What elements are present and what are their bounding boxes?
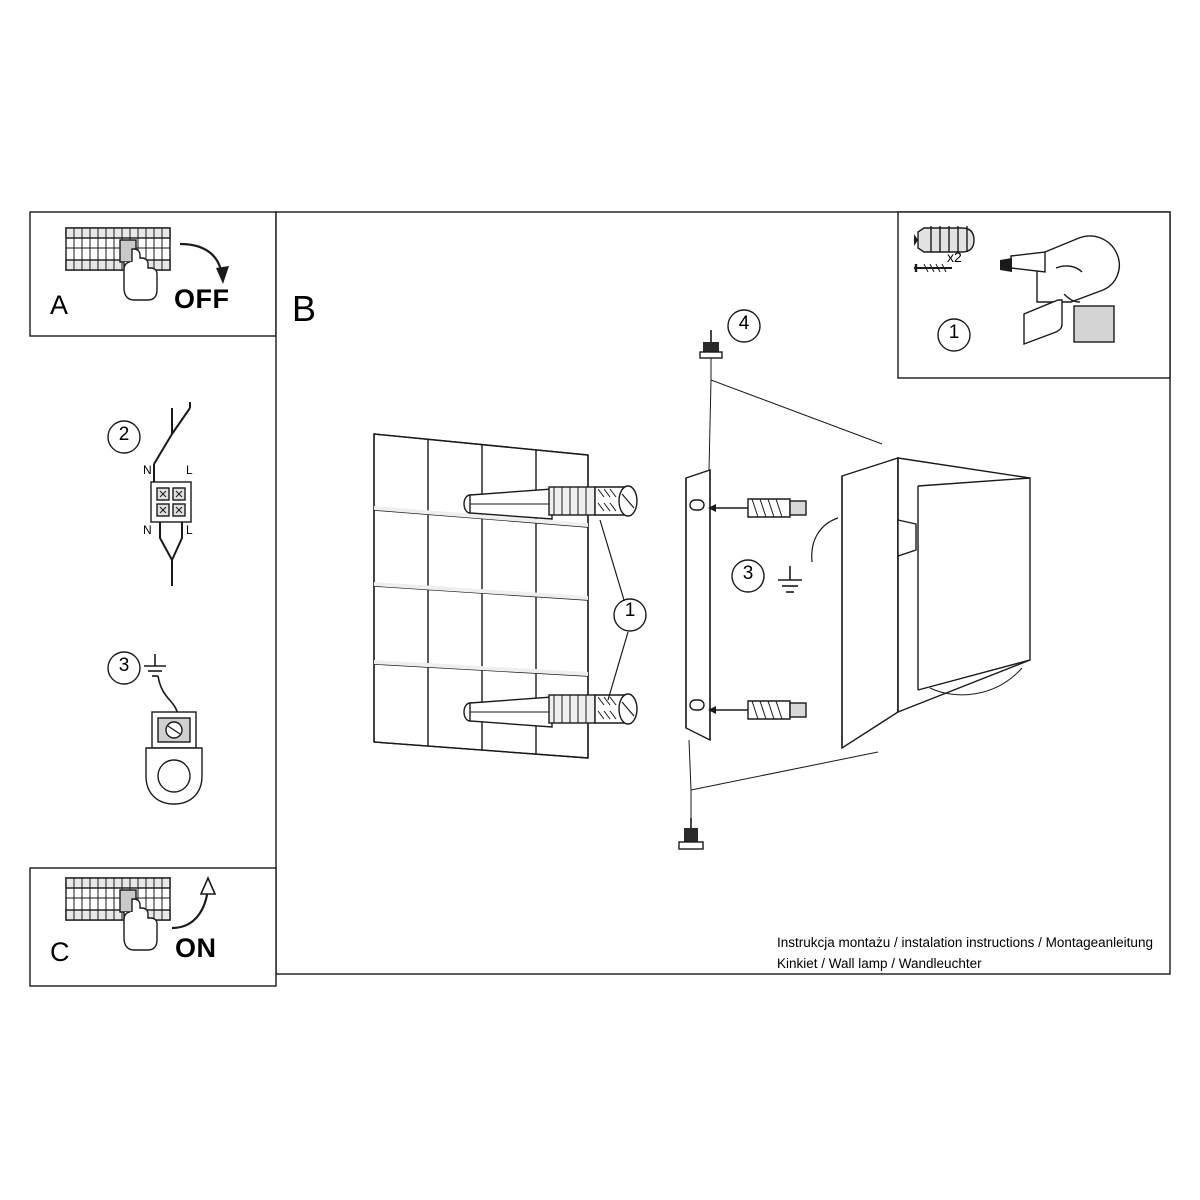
wire-connector-illustration xyxy=(151,402,191,586)
wall-plug-icon xyxy=(914,226,974,252)
panel-c-action: ON xyxy=(175,933,217,963)
tools-step-number: 1 xyxy=(948,322,960,343)
caption-line-2: Kinkiet / Wall lamp / Wandleuchter xyxy=(777,956,982,971)
earth-ground-icon-left xyxy=(144,654,166,676)
mounting-bracket xyxy=(686,470,710,740)
step-1-main-number: 1 xyxy=(624,600,636,621)
caption-block xyxy=(777,932,1153,974)
step-3-left-number: 3 xyxy=(118,655,130,676)
quantity-label: x2 xyxy=(947,249,962,265)
lamp-terminal-block-illustration xyxy=(146,712,202,804)
terminal-label-n-top: N xyxy=(143,463,152,477)
caption-line-1: Instrukcja montażu / instalation instructions / Montageanleitung xyxy=(777,935,1153,950)
step-3-main-number: 3 xyxy=(742,563,754,584)
panel-a-letter: A xyxy=(50,290,69,320)
terminal-label-l-top: L xyxy=(186,463,193,477)
terminal-label-n-bottom: N xyxy=(143,523,152,537)
terminal-label-l-bottom: L xyxy=(186,523,193,537)
panel-a-action: OFF xyxy=(174,284,230,314)
panel-c-letter: C xyxy=(50,937,70,967)
panel-a-breaker-illustration xyxy=(66,228,170,270)
panel-c-breaker-illustration xyxy=(66,878,170,920)
step-2-number: 2 xyxy=(118,424,130,445)
step-4-number: 4 xyxy=(738,313,750,334)
panel-b-letter: B xyxy=(292,288,317,329)
